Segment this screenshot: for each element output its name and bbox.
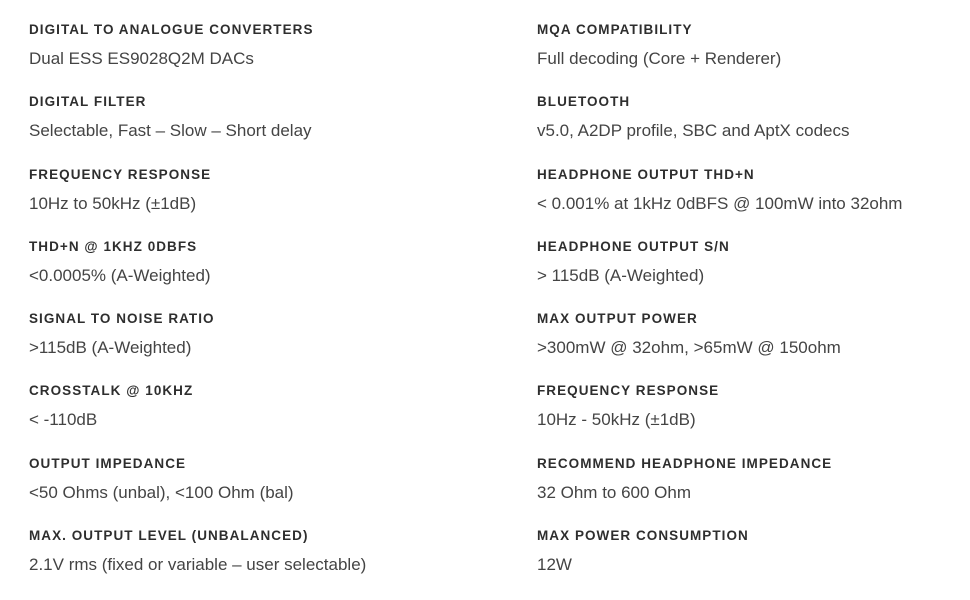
spec-item-output-impedance <box>29 456 499 528</box>
spec-label: FREQUENCY RESPONSE <box>537 383 720 399</box>
spec-value: 10Hz to 50kHz (±1dB) <box>29 193 197 213</box>
spec-value: > 115dB (A-Weighted) <box>537 265 705 285</box>
spec-label: CROSSTALK @ 10KHZ <box>29 383 194 399</box>
spec-value: 32 Ohm to 600 Ohm <box>537 482 692 502</box>
spec-value: <50 Ohms (unbal), <100 Ohm (bal) <box>29 482 294 502</box>
spec-item-digital-filter <box>29 94 499 166</box>
spec-label: THD+N @ 1KHZ 0DBFS <box>29 238 198 254</box>
spec-item-headphone-thd-n <box>537 167 957 239</box>
spec-value: <0.0005% (A-Weighted) <box>29 265 211 285</box>
spec-label: RECOMMEND HEADPHONE IMPEDANCE <box>537 455 833 471</box>
spec-value: 2.1V rms (fixed or variable – user selectable) <box>29 555 367 575</box>
spec-item-max-power-consumption <box>537 528 957 600</box>
spec-item-max-output-power <box>537 311 957 383</box>
spec-label: MAX POWER CONSUMPTION <box>537 528 749 544</box>
spec-value: Full decoding (Core + Renderer) <box>537 49 782 68</box>
spec-label: HEADPHONE OUTPUT S/N <box>537 238 730 254</box>
spec-item-headphone-sn <box>537 239 957 311</box>
spec-label: FREQUENCY RESPONSE <box>29 166 212 182</box>
spec-label: BLUETOOTH <box>537 94 631 110</box>
spec-item-bluetooth <box>537 94 957 166</box>
spec-value: v5.0, A2DP profile, SBC and AptX codecs <box>537 121 850 141</box>
spec-value: >300mW @ 32ohm, >65mW @ 150ohm <box>537 338 841 358</box>
spec-value: Selectable, Fast – Slow – Short delay <box>29 121 312 141</box>
specs-left-column <box>29 22 499 600</box>
spec-item-crosstalk <box>29 383 499 455</box>
spec-item-max-output-level <box>29 528 499 600</box>
spec-label: MAX OUTPUT POWER <box>537 311 698 327</box>
specs-right-column <box>537 22 957 600</box>
spec-value: < -110dB <box>29 410 98 430</box>
spec-item-snr <box>29 311 499 383</box>
spec-item-frequency-response-headphone <box>537 383 957 455</box>
spec-item-frequency-response <box>29 167 499 239</box>
spec-label: MQA COMPATIBILITY <box>537 22 693 37</box>
spec-item-dac <box>29 22 499 94</box>
spec-item-recommended-impedance <box>537 456 957 528</box>
spec-item-thd-n <box>29 239 499 311</box>
spec-label: HEADPHONE OUTPUT THD+N <box>537 166 755 182</box>
spec-label: SIGNAL TO NOISE RATIO <box>29 311 215 327</box>
spec-value: < 0.001% at 1kHz 0dBFS @ 100mW into 32ohm <box>537 193 903 213</box>
spec-label: DIGITAL FILTER <box>29 94 147 110</box>
spec-label: DIGITAL TO ANALOGUE CONVERTERS <box>29 22 314 37</box>
spec-label: OUTPUT IMPEDANCE <box>29 455 187 471</box>
spec-label: MAX. OUTPUT LEVEL (UNBALANCED) <box>29 528 309 544</box>
spec-item-mqa <box>537 22 957 94</box>
spec-value: Dual ESS ES9028Q2M DACs <box>29 49 254 68</box>
spec-value: 10Hz - 50kHz (±1dB) <box>537 410 696 430</box>
spec-value: 12W <box>537 555 572 575</box>
spec-value: >115dB (A-Weighted) <box>29 338 192 358</box>
